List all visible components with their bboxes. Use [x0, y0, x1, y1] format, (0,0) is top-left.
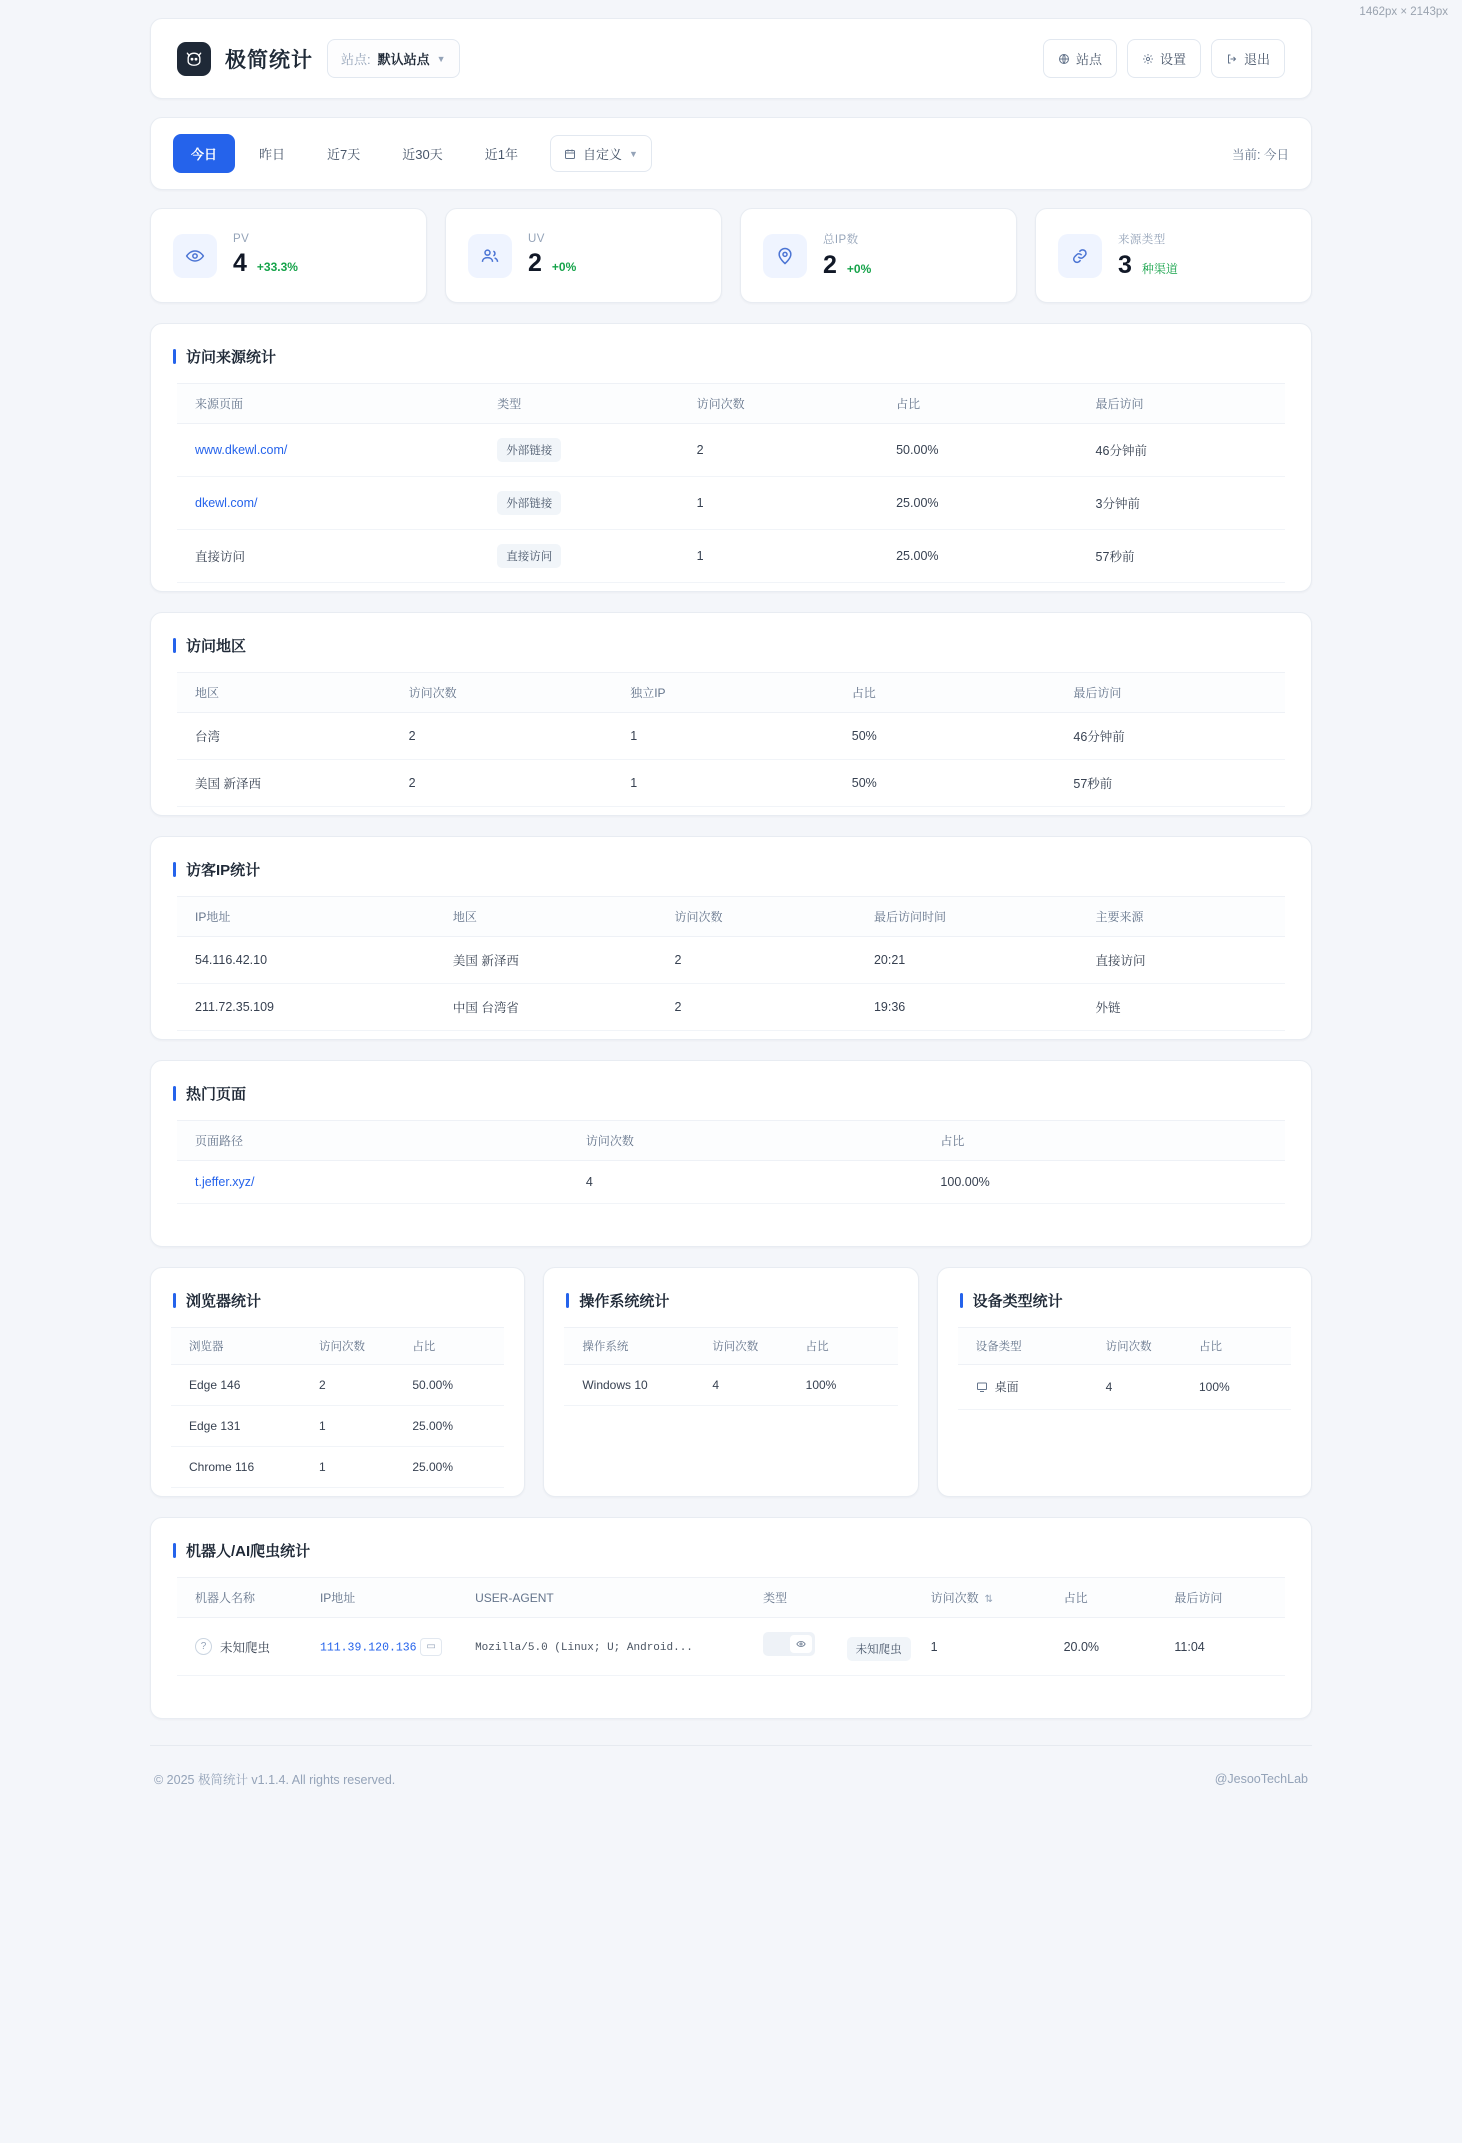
- pin-icon: [763, 234, 807, 278]
- table-header-row: [177, 897, 1285, 937]
- sites-button[interactable]: [1043, 39, 1117, 78]
- table-row: [177, 1618, 1285, 1676]
- stat-card-source-types: [1035, 208, 1312, 303]
- page-footer: [150, 1745, 1312, 1788]
- table-row: [177, 424, 1285, 477]
- bot-section: [150, 1517, 1312, 1719]
- device-ratio: 100%: [1191, 1365, 1291, 1410]
- referrer-last-visit: 46分钟前: [1086, 424, 1285, 477]
- browser-table: [171, 1327, 504, 1488]
- users-icon: [468, 234, 512, 278]
- col-bot-ua: USER-AGENT: [465, 1578, 753, 1618]
- col-region-visits: 访问次数: [399, 673, 621, 713]
- stat-delta-total-ip: +0%: [846, 262, 872, 276]
- os-section: [543, 1267, 918, 1497]
- stat-value-pv: 4: [233, 249, 247, 277]
- col-device: 设备类型: [958, 1328, 1098, 1365]
- link-icon: [1058, 234, 1102, 278]
- col-referrer-ratio: 占比: [886, 384, 1085, 424]
- table-row: [564, 1365, 897, 1406]
- col-os: 操作系统: [564, 1328, 704, 1365]
- referrer-visits: 1: [687, 530, 886, 583]
- referrer-type-badge: 直接访问: [497, 544, 561, 568]
- stat-card-pv: [150, 208, 427, 303]
- site-selector[interactable]: [327, 39, 460, 78]
- table-header-row: [564, 1328, 897, 1365]
- collapse-icon[interactable]: [766, 1635, 788, 1653]
- col-ip-visits: 访问次数: [665, 897, 864, 937]
- stat-delta-source-types: 种渠道: [1141, 262, 1178, 276]
- calendar-icon: [564, 148, 576, 160]
- date-filter-bar: [150, 117, 1312, 190]
- range-buttons: [173, 134, 652, 173]
- stat-delta-pv: +33.3%: [256, 260, 298, 274]
- col-bot-last: 最后访问: [1164, 1578, 1285, 1618]
- browser-visits: 1: [311, 1406, 404, 1447]
- visitor-ip-source: 外链: [1086, 984, 1285, 1031]
- app-header: [150, 18, 1312, 99]
- browser-name: Chrome 116: [171, 1447, 311, 1488]
- bot-user-agent: Mozilla/5.0 (Linux; U; Android...: [475, 1642, 693, 1654]
- stat-cards: [150, 208, 1312, 303]
- visitor-ip-region: 美国 新泽西: [443, 937, 665, 984]
- table-header-row: [171, 1328, 504, 1365]
- stat-delta-uv: +0%: [551, 260, 577, 274]
- browser-section: [150, 1267, 525, 1497]
- stat-card-total-ip: [740, 208, 1017, 303]
- range-1year[interactable]: 近1年: [484, 147, 518, 162]
- region-section: [150, 612, 1312, 816]
- referrer-ratio: 25.00%: [886, 477, 1085, 530]
- stat-label-pv: PV: [233, 233, 250, 245]
- region-ratio: 50%: [842, 760, 1064, 807]
- gear-icon: [1142, 53, 1154, 65]
- logout-button[interactable]: [1211, 39, 1285, 78]
- referrer-type-badge: 外部链接: [497, 491, 561, 515]
- referrer-link[interactable]: dkewl.com/: [195, 496, 258, 510]
- stat-value-source-types: 3: [1118, 251, 1132, 279]
- device-section-title: 设备类型统计: [938, 1290, 1311, 1327]
- table-row: [177, 1161, 1285, 1204]
- bot-name: 未知爬虫: [220, 1640, 271, 1655]
- col-referrer-page: 来源页面: [177, 384, 487, 424]
- question-icon: ?: [195, 1638, 212, 1655]
- table-header-row: [177, 1578, 1285, 1618]
- stat-value-uv: 2: [528, 249, 542, 277]
- visitor-ip-visits: 2: [665, 937, 864, 984]
- stat-label-source-types: 来源类型: [1118, 234, 1166, 246]
- col-region: 地区: [177, 673, 399, 713]
- visitor-ip-last-time: 19:36: [864, 984, 1086, 1031]
- region-visits: 2: [399, 760, 621, 807]
- visitor-ip-section: [150, 836, 1312, 1040]
- col-page-visits: 访问次数: [576, 1121, 931, 1161]
- eye-icon: [173, 234, 217, 278]
- browser-section-title: 浏览器统计: [151, 1290, 524, 1327]
- os-section-title: 操作系统统计: [544, 1290, 917, 1327]
- device-table: [958, 1327, 1291, 1410]
- table-row: [958, 1365, 1291, 1410]
- chevron-down-icon: ▼: [436, 53, 446, 64]
- logout-icon: [1226, 53, 1238, 65]
- device-visits: 4: [1098, 1365, 1191, 1410]
- ua-view-toggle[interactable]: [763, 1632, 815, 1656]
- col-device-visits: 访问次数: [1098, 1328, 1191, 1365]
- sort-icon[interactable]: ⇅: [984, 1594, 994, 1605]
- table-row: [171, 1406, 504, 1447]
- bot-table: [177, 1577, 1285, 1676]
- visitor-ip-source: 直接访问: [1086, 937, 1285, 984]
- col-bot-ip: IP地址: [310, 1578, 465, 1618]
- referrer-table: [177, 383, 1285, 583]
- table-header-row: [958, 1328, 1291, 1365]
- col-os-ratio: 占比: [798, 1328, 898, 1365]
- dimension-note: 1462px × 2143px: [1359, 6, 1448, 18]
- eye-icon[interactable]: [790, 1635, 812, 1653]
- table-header-row: [177, 1121, 1285, 1161]
- col-page-ratio: 占比: [930, 1121, 1285, 1161]
- current-range-label: 当前: 今日: [1232, 147, 1289, 162]
- footer-copyright: © 2025 极简统计 v1.1.4. All rights reserved.: [154, 1773, 396, 1787]
- referrer-type-badge: 外部链接: [497, 438, 561, 462]
- col-ip-last-time: 最后访问时间: [864, 897, 1086, 937]
- bot-section-title: 机器人/AI爬虫统计: [151, 1540, 1311, 1577]
- chevron-down-icon: ▼: [628, 148, 638, 159]
- device-section: [937, 1267, 1312, 1497]
- hot-pages-section-title: 热门页面: [151, 1083, 1311, 1120]
- referrer-last-visit: 57秒前: [1086, 530, 1285, 583]
- col-browser-visits: 访问次数: [311, 1328, 404, 1365]
- region-last-visit: 46分钟前: [1063, 713, 1285, 760]
- browser-ratio: 50.00%: [404, 1365, 504, 1406]
- custom-range-label: 自定义: [582, 147, 622, 162]
- region-ips: 1: [620, 760, 842, 807]
- bot-ip: 111.39.120.136: [319, 1640, 417, 1654]
- visitor-ip: 211.72.35.109: [177, 984, 443, 1031]
- visitor-ip-table: [177, 896, 1285, 1031]
- stat-label-total-ip: 总IP数: [823, 234, 859, 246]
- col-ip-source: 主要来源: [1086, 897, 1285, 937]
- region-name: 台湾: [177, 713, 399, 760]
- bot-ratio: 20.0%: [1054, 1618, 1165, 1676]
- region-ratio: 50%: [842, 713, 1064, 760]
- col-bot-ratio: 占比: [1054, 1578, 1165, 1618]
- table-row: [177, 760, 1285, 807]
- hot-pages-section: [150, 1060, 1312, 1247]
- col-browser: 浏览器: [171, 1328, 311, 1365]
- col-bot-type: 类型: [753, 1578, 920, 1618]
- desktop-icon: [976, 1381, 988, 1393]
- browser-visits: 1: [311, 1447, 404, 1488]
- os-ratio: 100%: [798, 1365, 898, 1406]
- stat-card-uv: [445, 208, 722, 303]
- col-region-ratio: 占比: [842, 673, 1064, 713]
- brand-area: [177, 39, 460, 78]
- logout-button-label: 退出: [1243, 52, 1270, 67]
- table-row: [171, 1447, 504, 1488]
- os-name: Windows 10: [564, 1365, 704, 1406]
- globe-icon: [1058, 53, 1070, 65]
- os-visits: 4: [704, 1365, 797, 1406]
- site-selector-value: 默认站点: [377, 52, 430, 67]
- bot-type-badge: 未知爬虫: [847, 1637, 911, 1661]
- site-selector-label: 站点:: [341, 52, 371, 67]
- range-30days[interactable]: 近30天: [402, 147, 443, 162]
- col-bot-visits[interactable]: [921, 1578, 1054, 1618]
- col-referrer-visits: 访问次数: [687, 384, 886, 424]
- col-ip: IP地址: [177, 897, 443, 937]
- copy-icon[interactable]: ▭: [420, 1638, 442, 1656]
- visitor-ip: 54.116.42.10: [177, 937, 443, 984]
- settings-button-label: 设置: [1159, 52, 1186, 67]
- page-path-link[interactable]: t.jeffer.xyz/: [195, 1175, 255, 1189]
- header-actions: [1043, 39, 1285, 78]
- cat-logo-icon: [177, 42, 211, 76]
- region-name: 美国 新泽西: [177, 760, 399, 807]
- referrer-section-title: 访问来源统计: [151, 346, 1311, 383]
- col-device-ratio: 占比: [1191, 1328, 1291, 1365]
- region-table: [177, 672, 1285, 807]
- visitor-ip-last-time: 20:21: [864, 937, 1086, 984]
- region-section-title: 访问地区: [151, 635, 1311, 672]
- table-row: [177, 713, 1285, 760]
- table-row: [177, 984, 1285, 1031]
- col-region-ips: 独立IP: [620, 673, 842, 713]
- referrer-visits: 2: [687, 424, 886, 477]
- browser-ratio: 25.00%: [404, 1406, 504, 1447]
- custom-range-button[interactable]: [550, 135, 652, 172]
- table-row: [177, 477, 1285, 530]
- stat-label-uv: UV: [528, 233, 545, 245]
- visitor-ip-region: 中国 台湾省: [443, 984, 665, 1031]
- range-7days[interactable]: 近7天: [327, 147, 361, 162]
- col-os-visits: 访问次数: [704, 1328, 797, 1365]
- range-yesterday[interactable]: 昨日: [259, 147, 286, 162]
- referrer-ratio: 25.00%: [886, 530, 1085, 583]
- page-visits: 4: [576, 1161, 931, 1204]
- os-table: [564, 1327, 897, 1406]
- referrer-page: 直接访问: [177, 530, 487, 583]
- page-ratio: 100.00%: [930, 1161, 1285, 1204]
- settings-button[interactable]: [1127, 39, 1201, 78]
- referrer-section: [150, 323, 1312, 592]
- referrer-ratio: 50.00%: [886, 424, 1085, 477]
- referrer-last-visit: 3分钟前: [1086, 477, 1285, 530]
- region-ips: 1: [620, 713, 842, 760]
- table-header-row: [177, 384, 1285, 424]
- visitor-ip-section-title: 访客IP统计: [151, 859, 1311, 896]
- visitor-ip-visits: 2: [665, 984, 864, 1031]
- col-page-path: 页面路径: [177, 1121, 576, 1161]
- triple-stats-row: [150, 1267, 1312, 1497]
- col-region-last: 最后访问: [1063, 673, 1285, 713]
- region-last-visit: 57秒前: [1063, 760, 1285, 807]
- hot-pages-table: [177, 1120, 1285, 1204]
- device-name: 桌面: [994, 1380, 1019, 1394]
- footer-credit: @JesooTechLab: [1214, 1772, 1308, 1786]
- referrer-visits: 1: [687, 477, 886, 530]
- table-header-row: [177, 673, 1285, 713]
- col-browser-ratio: 占比: [404, 1328, 504, 1365]
- referrer-link[interactable]: www.dkewl.com/: [195, 443, 288, 457]
- col-referrer-type: 类型: [487, 384, 686, 424]
- browser-name: Edge 146: [171, 1365, 311, 1406]
- bot-visits: 1: [921, 1618, 1054, 1676]
- browser-name: Edge 131: [171, 1406, 311, 1447]
- range-today[interactable]: 今日: [173, 134, 235, 173]
- sites-button-label: 站点: [1075, 52, 1102, 67]
- table-row: [177, 530, 1285, 583]
- col-referrer-last: 最后访问: [1086, 384, 1285, 424]
- browser-visits: 2: [311, 1365, 404, 1406]
- browser-ratio: 25.00%: [404, 1447, 504, 1488]
- col-ip-region: 地区: [443, 897, 665, 937]
- region-visits: 2: [399, 713, 621, 760]
- col-bot-name: 机器人名称: [177, 1578, 310, 1618]
- table-row: [171, 1365, 504, 1406]
- table-row: [177, 937, 1285, 984]
- app-title: 极简统计: [225, 48, 313, 72]
- bot-last-visit: 11:04: [1164, 1618, 1285, 1676]
- col-bot-visits-label: 访问次数: [930, 1591, 979, 1605]
- stat-value-total-ip: 2: [823, 251, 837, 279]
